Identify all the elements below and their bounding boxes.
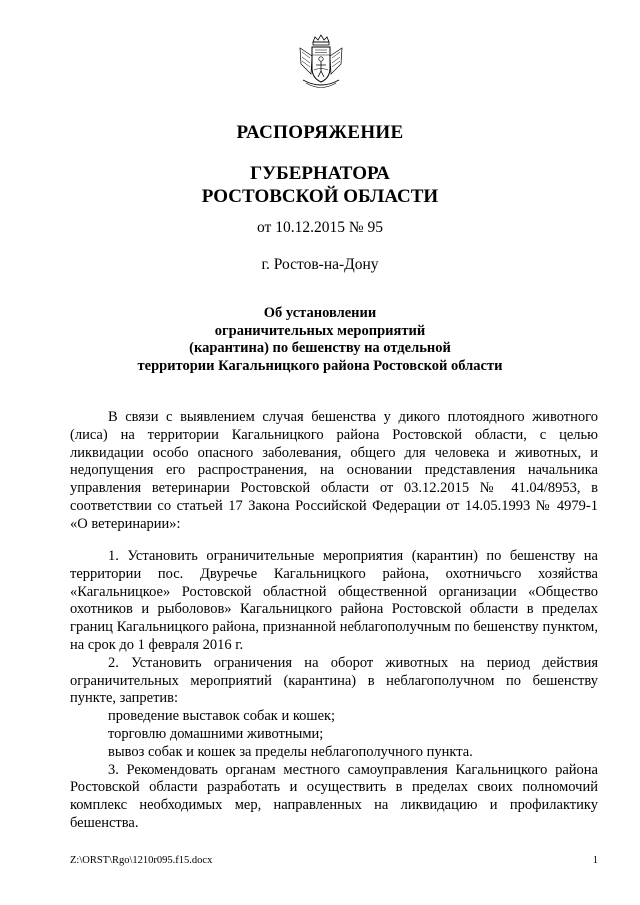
item-2-subitem-1: проведение выставок собак и кошек;: [108, 708, 336, 725]
subject-line-2: ограничительных мероприятий: [214, 322, 426, 339]
issuer-line-2: РОСТОВСКОЙ ОБЛАСТИ: [201, 186, 439, 207]
rostov-oblast-coat-of-arms-icon: [297, 34, 345, 92]
items-section: [70, 548, 598, 833]
intro-paragraph: В связи с выявлением случая бешенства у дикого плотоядного животного (лиса) на территории Кагальницкого района Ростовской области, с целью ликвидации особо опасного заболевания, общего для человека и животных, и недопущения его распространения, на основании представления начальника управления ветеринарии Ростовской области от 03.12.2015 № 41.04/8953, в соответствии со статьей 17 Закона Российской Федерации от 14.05.1993 № 4979-1 «О ветеринарии»:: [70, 409, 598, 532]
file-path: Z:\ORST\Rgo\1210r095.f15.docx: [70, 855, 213, 866]
subject-line-4: территории Кагальницкого района Ростовской области: [137, 357, 503, 374]
item-3-paragraph: 3. Рекомендовать органам местного самоуправления Кагальницкого района Ростовской области разработать и осуществить в пределах своих полномочий комплекс необходимых мер, направленных на ликвидацию и профилактику бешенства.: [70, 761, 598, 831]
page-number: 1: [592, 855, 598, 866]
item-2-subitem-3: вывоз собак и кошек за пределы неблагополучного пункта.: [108, 743, 473, 760]
place-of-issue: г. Ростов-на-Дону: [261, 256, 379, 273]
issuer-line-1: ГУБЕРНАТОРА: [250, 163, 390, 184]
item-2-paragraph: 2. Установить ограничения на оборот животных на период действия ограничительных мероприятий (карантина) в неблагополучном по бешенству пункте, запретив:: [70, 654, 598, 707]
subject-line-3: (карантина) по бешенству на отдельной: [189, 340, 451, 356]
subject-line-1: Об установлении: [263, 305, 377, 321]
item-1-paragraph: 1. Установить ограничительные мероприятия (карантин) по бешенству на территории пос. Двуречье Кагальницкого района, охотничьсго хозяйства «Кагальницкое» Ростовской областной общественной организации «Общество охотников и рыболовов» Кагальницкого района Ростовской области в пределах границ Кагальницкого района, признанной неблагополучным по бешенству пунктом, на срок до 1 февраля 2016 г.: [70, 548, 598, 653]
intro-section: [70, 409, 598, 534]
date-and-number: от 10.12.2015 № 95: [257, 219, 383, 236]
document-type: РАСПОРЯЖЕНИЕ: [236, 122, 404, 143]
document-subject: [120, 305, 520, 375]
item-2-subitem-2: торговлю домашними животными;: [108, 725, 324, 742]
issuer: [0, 162, 640, 208]
